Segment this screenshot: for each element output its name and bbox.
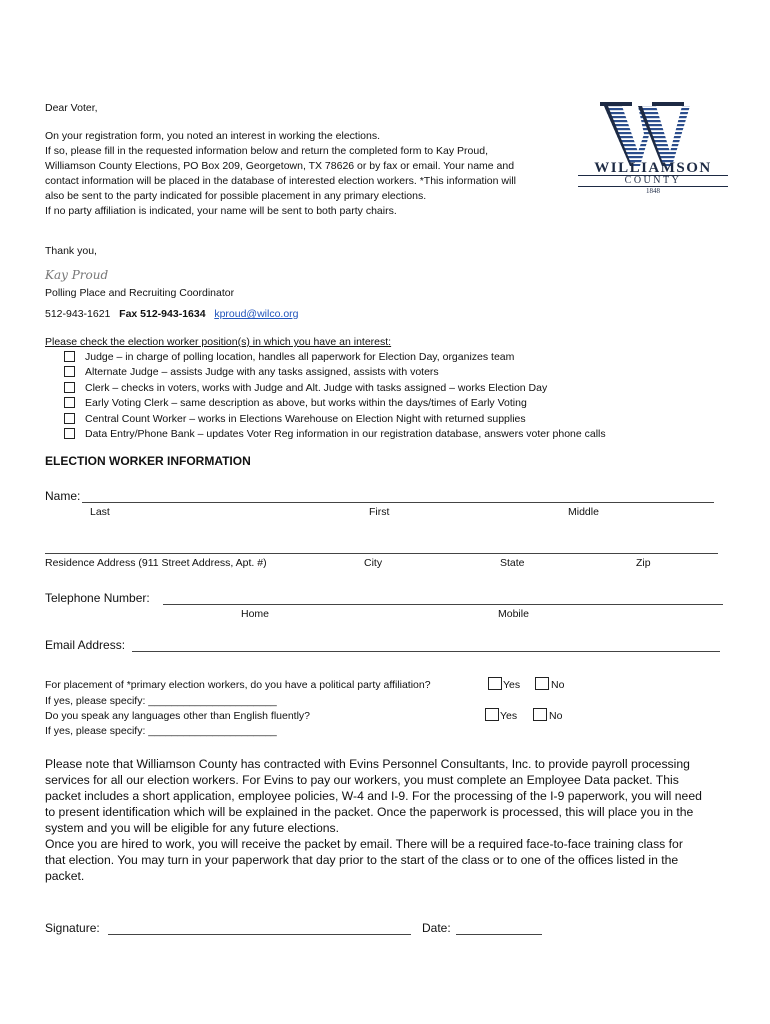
note-line: packet includes a short application, employee policies, W-4 and I-9. For the processing of the I-9 paperwork, you will need: [45, 789, 702, 803]
email-label: Email Address:: [45, 638, 126, 652]
note-line: packet.: [45, 869, 85, 883]
payroll-note: [45, 756, 702, 884]
signature-label: Signature:: [45, 921, 100, 935]
section-title: ELECTION WORKER INFORMATION: [45, 454, 251, 468]
party-yes-checkbox[interactable]: [488, 677, 502, 690]
address-sub-residence: Residence Address (911 Street Address, Apt. #): [45, 557, 267, 569]
note-line: to present identification which will be explained in the packet. Once the paperwork is processed, this will place you in the: [45, 805, 694, 819]
intro-line: Williamson County Elections, PO Box 209, Georgetown, TX 78626 or by fax or email. Your name and: [45, 160, 515, 172]
address-sub-zip: Zip: [636, 557, 651, 569]
language-no-label: No: [549, 710, 563, 722]
signature-field[interactable]: [108, 934, 411, 935]
name-field[interactable]: [82, 502, 714, 503]
address-sub-city: City: [364, 557, 383, 569]
telephone-sub-mobile: Mobile: [498, 608, 529, 620]
position-checkbox-data-entry[interactable]: [64, 428, 75, 439]
sender-title: Polling Place and Recruiting Coordinator: [45, 287, 235, 299]
position-label: Clerk – checks in voters, works with Judge and Alt. Judge with tasks assigned – works Election Day: [85, 382, 548, 394]
position-checkbox-early-voting-clerk[interactable]: [64, 397, 75, 408]
name-sub-first: First: [369, 506, 390, 518]
date-field[interactable]: [456, 934, 542, 935]
language-no-checkbox[interactable]: [533, 708, 547, 721]
note-line: Once you are hired to work, you will receive the packet by email. There will be a required face-to-face training class for: [45, 837, 683, 851]
email-field[interactable]: [132, 651, 720, 652]
intro-line: also be sent to the party indicated for possible placement in any primary elections.: [45, 190, 427, 202]
language-question: Do you speak any languages other than English fluently?: [45, 710, 311, 722]
position-label: Early Voting Clerk – same description as above, but works within the days/times of Early Voting: [85, 397, 527, 409]
position-label: Judge – in charge of polling location, handles all paperwork for Election Day, organizes team: [85, 351, 515, 363]
intro-line: If so, please fill in the requested information below and return the completed form to Kay Proud,: [45, 145, 488, 157]
telephone-field[interactable]: [163, 604, 723, 605]
language-specify[interactable]: If yes, please specify: ______________________: [45, 725, 277, 737]
logo-county: COUNTY: [624, 175, 682, 186]
email-link[interactable]: kproud@wilco.org: [214, 308, 299, 320]
party-no-label: No: [551, 679, 565, 691]
intro-line: contact information will be placed in the database of interested election workers. *This information will: [45, 175, 516, 187]
williamson-county-logo: [578, 100, 728, 200]
phone-number: 512-943-1621: [45, 308, 111, 320]
note-line: that election. You may turn in your paperwork that day prior to the start of the class or to one of the offices listed in the: [45, 853, 679, 867]
positions-heading: Please check the election worker position(s) in which you have an interest:: [45, 336, 392, 348]
intro-line: If no party affiliation is indicated, your name will be sent to both party chairs.: [45, 205, 397, 217]
address-sub-state: State: [500, 557, 525, 569]
signature-script: Kay Proud: [45, 268, 109, 282]
note-line: services for all our election workers. For Evins to pay our workers, you must complete an Employee Data packet. This: [45, 773, 679, 787]
name-label: Name:: [45, 489, 81, 503]
position-checkbox-alternate-judge[interactable]: [64, 366, 75, 377]
date-label: Date:: [422, 921, 451, 935]
name-sub-middle: Middle: [568, 506, 599, 518]
intro-paragraph: [45, 129, 565, 219]
note-line: Please note that Williamson County has contracted with Evins Personnel Consultants, Inc. to provide payroll processing: [45, 757, 690, 771]
language-yes-checkbox[interactable]: [485, 708, 499, 721]
party-no-checkbox[interactable]: [535, 677, 549, 690]
name-sub-last: Last: [90, 506, 110, 518]
address-field[interactable]: [45, 553, 718, 554]
intro-line: On your registration form, you noted an interest in working the elections.: [45, 130, 381, 142]
position-checkbox-central-count[interactable]: [64, 413, 75, 424]
party-specify[interactable]: If yes, please specify: ______________________: [45, 695, 277, 707]
telephone-label: Telephone Number:: [45, 591, 150, 605]
logo-name: WILLIAMSON: [594, 160, 712, 176]
position-label: Alternate Judge – assists Judge with any tasks assigned, assists with voters: [85, 366, 439, 378]
note-line: system and you will be eligible for any future elections.: [45, 821, 340, 835]
party-question: For placement of *primary election workers, do you have a political party affiliation?: [45, 679, 431, 691]
position-label: Central Count Worker – works in Elections Warehouse on Election Night with returned supplies: [85, 413, 526, 425]
logo-year: 1848: [646, 187, 660, 195]
fax-number: Fax 512-943-1634: [119, 308, 206, 320]
salutation: Dear Voter,: [45, 102, 98, 114]
language-yes-label: Yes: [500, 710, 518, 722]
position-checkbox-judge[interactable]: [64, 351, 75, 362]
closing: Thank you,: [45, 245, 97, 257]
telephone-sub-home: Home: [241, 608, 270, 620]
position-label: Data Entry/Phone Bank – updates Voter Reg information in our registration database, answers voter phone calls: [85, 428, 606, 440]
position-checkbox-clerk[interactable]: [64, 382, 75, 393]
party-yes-label: Yes: [503, 679, 521, 691]
contact-line: [45, 307, 299, 322]
